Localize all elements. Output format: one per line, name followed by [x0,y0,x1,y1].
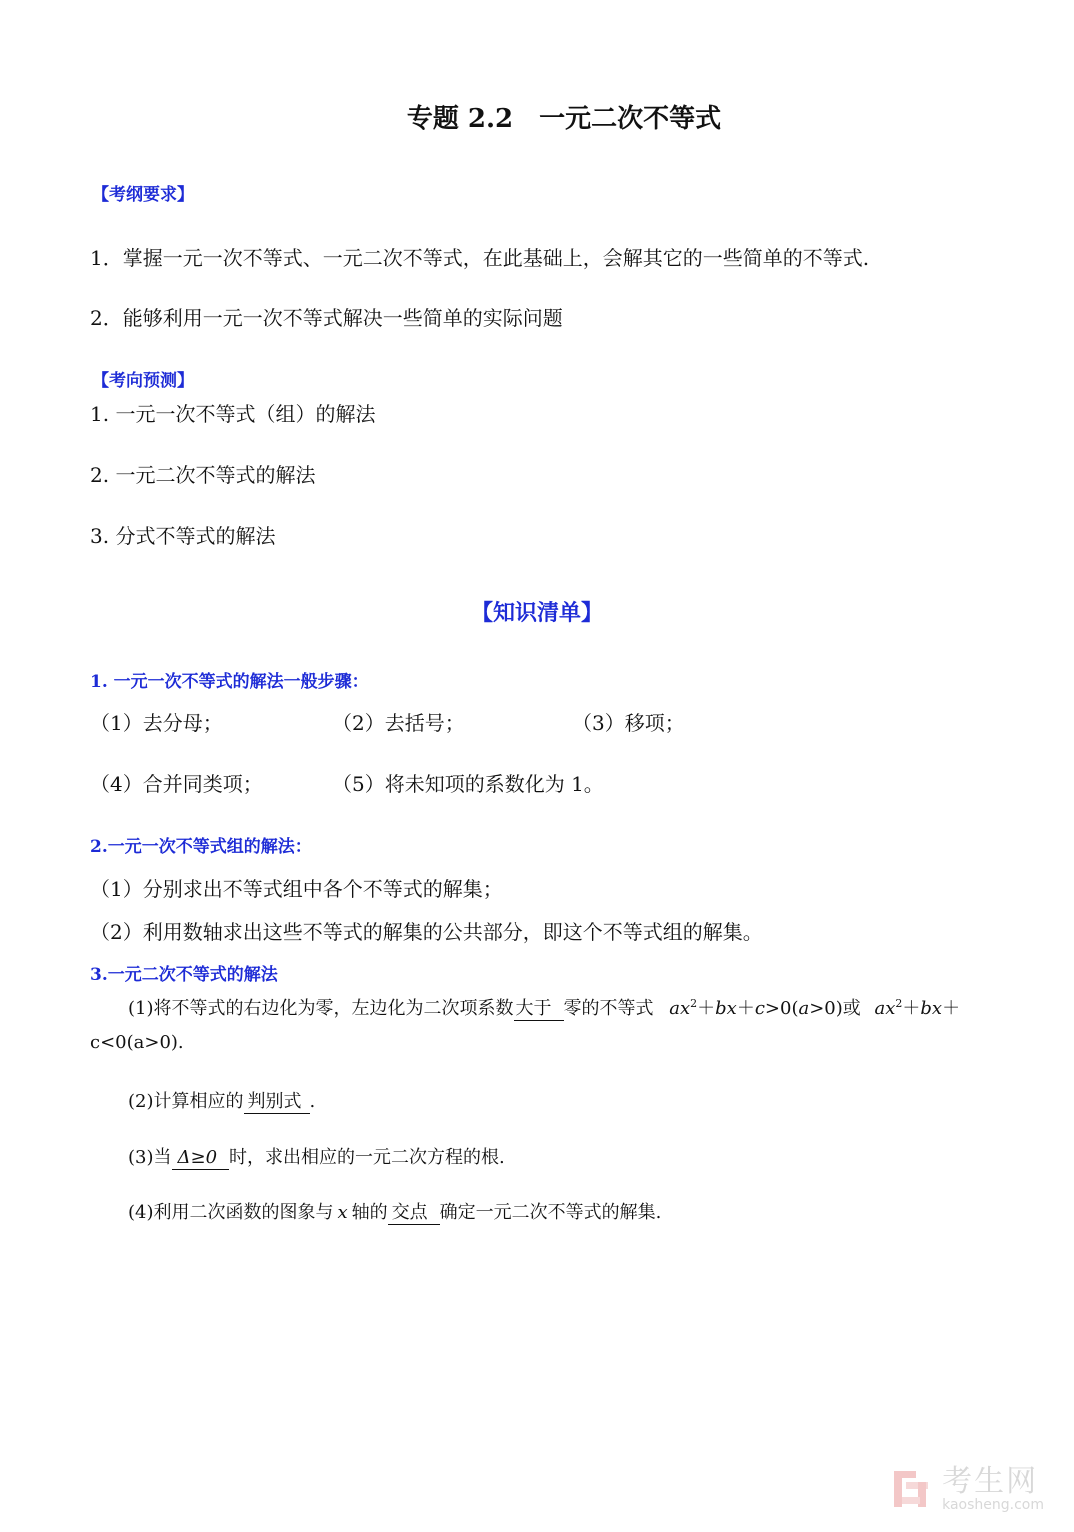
s3-p4-text-b: 轴的 [351,1202,388,1223]
s3-p4-x: x [337,1202,348,1223]
s3-paragraph-1 [128,994,960,1021]
kaogang-heading: 【考纲要求】 [92,185,194,205]
knowledge-heading: 【知识清单】 [470,600,603,626]
s3-p1-formula-1: $ax^2+bx+c>0(a>0)$或 [669,997,861,1019]
kaoxiang-item-2: 2. 一元二次不等式的解法 [90,463,316,487]
s3-p3-blank: Δ≥0 [172,1148,230,1170]
s3-p3-text-a: (3)当 [128,1147,172,1168]
s3-p3-text-b: 时，求出相应的一元二次方程的根. [229,1147,505,1168]
s2-heading: 2.一元一次不等式组的解法： [90,837,312,857]
watermark [892,1466,1044,1512]
kaogang-item-1: 1．掌握一元一次不等式、一元二次不等式，在此基础上，会解其它的一些简单的不等式. [90,246,870,270]
s3-p2-text-b: . [309,1091,316,1112]
s2-item-1: （1）分别求出不等式组中各个不等式的解集； [90,877,503,901]
kaoxiang-item-1: 1. 一元一次不等式（组）的解法 [90,402,376,426]
kaogang-item-2: 2．能够利用一元一次不等式解决一些简单的实际问题 [90,306,563,330]
s3-p4-text-a: (4)利用二次函数的图象与 [128,1202,334,1223]
s3-p1-formula-2: $ax^2+bx+$ [874,997,961,1019]
s3-p1-text-b: 零的不等式 [563,998,654,1019]
s1-step-2: （2）去括号； [332,711,465,735]
s3-paragraph-2 [128,1087,315,1114]
kaoxiang-heading: 【考向预测】 [92,371,194,391]
s3-p1-blank: 大于 [514,999,564,1021]
s3-p1-line2: c<0(a>0). [90,1032,184,1053]
s1-heading: 1. 一元一次不等式的解法一般步骤： [90,672,369,692]
s3-p4-blank: 交点 [388,1203,440,1225]
kaoxiang-item-3: 3. 分式不等式的解法 [90,524,276,548]
s1-step-5: （5）将未知项的系数化为 1。 [332,772,604,796]
kaosheng-logo-icon [892,1467,936,1511]
s3-paragraph-4 [128,1198,661,1225]
s3-p2-text-a: (2)计算相应的 [128,1091,244,1112]
watermark-url: kaosheng.com [942,1497,1044,1513]
s3-paragraph-3 [128,1143,505,1170]
s1-step-3: （3）移项； [572,711,685,735]
s1-step-4: （4）合并同类项； [90,772,263,796]
page-title: 专题 2.2 一元二次不等式 [406,104,722,134]
s3-p4-text-c: 确定一元二次不等式的解集. [439,1202,662,1223]
s1-step-1: （1）去分母； [90,711,223,735]
s3-p1-text-a: (1)将不等式的右边化为零，左边化为二次项系数 [128,998,514,1019]
watermark-brand: 考生网 [942,1464,1039,1499]
s3-heading: 3.一元二次不等式的解法 [90,965,278,985]
s3-p2-blank: 判别式 [244,1092,310,1114]
s2-item-2: （2）利用数轴求出这些不等式的解集的公共部分，即这个不等式组的解集。 [90,920,763,944]
